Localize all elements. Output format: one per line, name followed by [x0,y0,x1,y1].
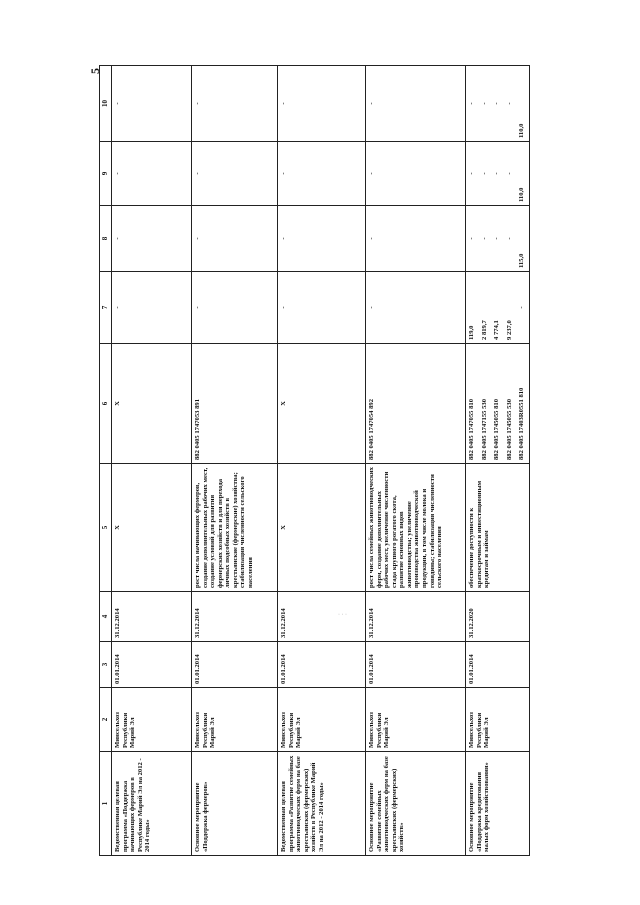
cell-c4: 31.12.2014 [278,592,366,642]
cell-c5: рост числа семейных животноводческих ферм, создание дополнительных рабочих мест, увеличение численности стада крупного рогатого скота, развитие основных видов животноводства; увеличение производства животноводческой продукции, в том числе молока и говядины; стабилизация численности сельского населения [366,464,466,592]
cell-value: - [480,237,488,240]
cell-value: - [114,306,121,309]
cell-value: - [368,237,375,240]
cell-c10 [466,66,530,142]
cell-c4: 31.12.2020 [466,592,530,642]
cell-value: - [480,172,488,175]
cell-c7 [112,272,192,344]
cell-c6 [278,344,366,464]
cell-value: 882 0405 1747053 891 [194,399,201,460]
cell-value: 882 0405 1747155 530 [480,399,488,460]
cell-c2: Минсельхоз Республики Марий Эл [466,688,530,752]
column-header-6: 6 [100,344,112,464]
cell-value: - [493,172,501,175]
cell-value: 882 0405 1747054 892 [368,399,375,460]
page-number: 5 [88,68,102,74]
cell-c1: Ведомственная целевая программа «Развитие семейных животноводческих ферм на базе крестьянских (фермерских) хозяйств в Республике Марий Эл на 2012 - 2014 годы» [278,752,366,856]
cell-c2: Минсельхоз Республики Марий Эл [192,688,278,752]
cell-value: - [468,102,475,105]
cell-c7 [192,272,278,344]
cell-value: - [493,237,501,240]
cell-c7 [278,272,366,344]
cell-value: 119,0 [468,325,475,340]
cell-c8 [466,206,530,272]
column-header-5: 5 [100,464,112,592]
cell-c2: Минсельхоз Республики Марий Эл [366,688,466,752]
cell-value: - [280,237,287,240]
column-header-3: 3 [100,642,112,688]
cell-c9 [112,142,192,206]
cell-value: - [280,102,287,105]
cell-value: 882 0405 17403R0551 810 [518,387,526,460]
cell-value: 882 0405 1745055 530 [505,399,513,460]
cell-c1: Основное мероприятие «Поддержка фермеров» [192,752,278,856]
cell-value: - [518,306,526,309]
cell-value: 4 774,1 [493,320,501,340]
cell-value: X [114,401,121,406]
column-header-9: 9 [100,142,112,206]
cell-value: 110,0 [518,187,526,202]
cell-value: X [280,401,287,406]
cell-value: - [468,237,475,240]
cell-c8 [278,206,366,272]
cell-value: - [194,237,201,240]
cell-value: - [194,306,201,309]
cell-c5: X [278,464,366,592]
cell-value: - [493,102,501,105]
cell-c6 [366,344,466,464]
table-row [192,66,278,856]
cell-c1: Основное мероприятие «Поддержка кредитования малых форм хозяйствования» [466,752,530,856]
cell-c9 [192,142,278,206]
cell-value: - [480,102,488,105]
cell-value: 2 819,7 [480,320,488,340]
cell-c3: 01.01.2014 [466,642,530,688]
cell-c6 [192,344,278,464]
cell-c4: 31.12.2014 [366,592,466,642]
cell-c3: 01.01.2014 [112,642,192,688]
scan-speck: · · · [338,612,347,618]
cell-value: - [368,172,375,175]
column-header-10: 10 [100,66,112,142]
cell-value: - [114,102,121,105]
cell-c10 [366,66,466,142]
column-header-7: 7 [100,272,112,344]
cell-c5: обеспечение доступности к краткосрочным и инвестиционным кредитам и займам [466,464,530,592]
cell-c5: рост числа начинающих фермеров, создание дополнительных рабочих мест, создание условий для развития фермерских хозяйств и для перехода личных подсобных хозяйств в крестьянские (фермерские) хозяйства; стабилизация численности сельского населения [192,464,278,592]
cell-c4: 31.12.2014 [112,592,192,642]
cell-value: - [505,102,513,105]
header-row [100,66,112,856]
cell-c6 [466,344,530,464]
cell-c8 [192,206,278,272]
cell-value: 882 0405 1745055 810 [493,399,501,460]
cell-c7 [466,272,530,344]
cell-c5: X [112,464,192,592]
cell-value: 9 237,0 [505,320,513,340]
cell-value: - [468,172,475,175]
table-row [366,66,466,856]
cell-value: - [114,172,121,175]
cell-c7 [366,272,466,344]
cell-c1: Ведомственная целевая программа «Поддержка начинающих фермеров в Республике Марий Эл на 2012 - 2014 годы» [112,752,192,856]
cell-c9 [278,142,366,206]
cell-c9 [466,142,530,206]
cell-c3: 01.01.2014 [278,642,366,688]
cell-c10 [192,66,278,142]
cell-value: - [280,306,287,309]
column-header-2: 2 [100,688,112,752]
table-row [112,66,192,856]
cell-c9 [366,142,466,206]
cell-c2: Минсельхоз Республики Марий Эл [112,688,192,752]
column-header-4: 4 [100,592,112,642]
cell-c1: Основное мероприятие «Развитие семейных животноводческих ферм на базе крестьянских (фермерских) хозяйств» [366,752,466,856]
cell-c3: 01.01.2014 [192,642,278,688]
column-header-8: 8 [100,206,112,272]
cell-c2: Минсельхоз Республики Марий Эл [278,688,366,752]
cell-value: 882 0405 1747055 810 [468,399,475,460]
cell-c10 [112,66,192,142]
cell-c8 [366,206,466,272]
cell-c8 [112,206,192,272]
cell-value: 115,0 [518,253,526,268]
cell-value: - [194,102,201,105]
cell-c10 [278,66,366,142]
column-header-1: 1 [100,752,112,856]
budget-table [99,65,530,856]
table-row [278,66,366,856]
cell-c6 [112,344,192,464]
cell-c3: 01.01.2014 [366,642,466,688]
cell-value: - [368,306,375,309]
cell-value: - [280,172,287,175]
cell-value: - [368,102,375,105]
cell-value: 110,0 [518,123,526,138]
cell-value: - [194,172,201,175]
cell-value: - [505,237,513,240]
cell-value: - [114,237,121,240]
table-row [466,66,530,856]
cell-c4: 31.12.2014 [192,592,278,642]
table-body [112,66,530,856]
rotated-table-container [99,66,527,856]
cell-value: - [505,172,513,175]
